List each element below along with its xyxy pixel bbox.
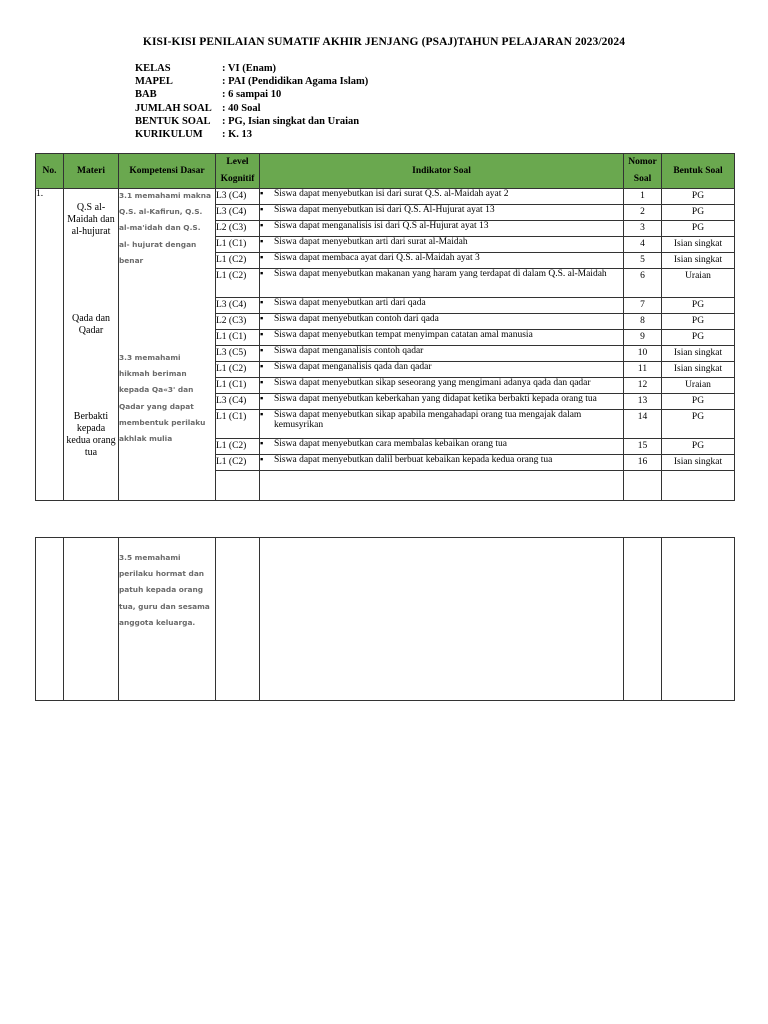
bentuk-cell: PG: [662, 221, 735, 237]
level-cell-empty: [216, 471, 260, 501]
indikator-cell: [260, 298, 624, 314]
indikator-cell-empty: [260, 538, 624, 701]
bentuk-cell: Isian singkat: [662, 362, 735, 378]
indikator-cell: [260, 237, 624, 253]
indikator-text: Siswa dapat menganalisis contoh qadar: [274, 346, 424, 356]
materi-berbakti: Berbakti kepada kedua orang tua: [66, 411, 116, 458]
nomor-cell: 5: [624, 253, 662, 269]
nomor-cell: 15: [624, 439, 662, 455]
nomor-cell: 3: [624, 221, 662, 237]
indikator-cell: [260, 314, 624, 330]
nomor-cell: 2: [624, 205, 662, 221]
bullet-icon: ▪: [260, 362, 264, 372]
bullet-icon: ▪: [260, 346, 264, 356]
nomor-cell-empty: [624, 471, 662, 501]
bullet-icon: ▪: [260, 205, 264, 215]
materi-cell: [64, 189, 119, 501]
indikator-cell: [260, 205, 624, 221]
bentuk-cell: PG: [662, 410, 735, 439]
info-row-bentuk-soal: [135, 115, 368, 128]
header-kompetensi-dasar: Kompetensi Dasar: [119, 154, 216, 189]
indikator-cell: [260, 394, 624, 410]
indikator-text: Siswa dapat menyebutkan cara membalas kebaikan orang tua: [274, 439, 507, 449]
header-indikator-soal: Indikator Soal: [260, 154, 624, 189]
bentuk-cell: PG: [662, 394, 735, 410]
header-bentuk-soal: Bentuk Soal: [662, 154, 735, 189]
info-block: [135, 62, 368, 141]
nomor-cell: 10: [624, 346, 662, 362]
level-cell: L1 (C2): [216, 362, 260, 378]
indikator-text: Siswa dapat menyebutkan makanan yang haram yang terdapat di dalam Q.S. al-Maidah: [274, 269, 607, 279]
bullet-icon: ▪: [260, 314, 264, 324]
bentuk-cell: PG: [662, 298, 735, 314]
indikator-cell: [260, 378, 624, 394]
bullet-icon: ▪: [260, 378, 264, 388]
level-cell: L2 (C3): [216, 314, 260, 330]
header-materi: Materi: [64, 154, 119, 189]
info-row-kurikulum: [135, 128, 368, 141]
info-value: : 6 sampai 10: [222, 89, 282, 101]
level-cell: L1 (C2): [216, 253, 260, 269]
bentuk-cell: PG: [662, 314, 735, 330]
bullet-icon: ▪: [260, 221, 264, 231]
nomor-cell: 8: [624, 314, 662, 330]
level-cell: L3 (C4): [216, 394, 260, 410]
indikator-text: Siswa dapat menyebutkan tempat menyimpan catatan amal manusia: [274, 330, 533, 340]
nomor-cell-empty: [624, 538, 662, 701]
level-cell: L1 (C2): [216, 455, 260, 471]
kompetensi-3-3: 3.3 memahami hikmah beriman kepada Qa«3' dan Qadar yang dapat membentuk perilaku akhlak mulia: [119, 353, 206, 444]
info-row-kelas: [135, 62, 368, 75]
bentuk-cell-empty: [662, 471, 735, 501]
bentuk-cell: PG: [662, 205, 735, 221]
indikator-text: Siswa dapat menganalisis isi dari Q.S al-Hujurat ayat 13: [274, 221, 489, 231]
level-cell: L1 (C1): [216, 410, 260, 439]
indikator-cell: [260, 346, 624, 362]
info-label: KELAS: [135, 63, 171, 74]
table-row: [36, 189, 735, 205]
indikator-text: Siswa dapat menyebutkan arti dari qada: [274, 298, 426, 308]
indikator-text: Siswa dapat menyebutkan keberkahan yang didapat ketika berbakti kepada orang tua: [274, 394, 597, 404]
nomor-cell: 9: [624, 330, 662, 346]
indikator-text: Siswa dapat menyebutkan isi dari Q.S. Al-Hujurat ayat 13: [274, 205, 495, 215]
nomor-cell: 13: [624, 394, 662, 410]
info-row-mapel: [135, 75, 368, 88]
indikator-text: Siswa dapat menyebutkan sikap apabila mengahadapi orang tua mengajak dalam kemusyrikan: [274, 410, 582, 430]
info-value: : PG, Isian singkat dan Uraian: [222, 115, 360, 127]
bentuk-cell: PG: [662, 330, 735, 346]
bentuk-cell: Isian singkat: [662, 237, 735, 253]
indikator-text: Siswa dapat menyebutkan isi dari surat Q.S. al-Maidah ayat 2: [274, 189, 509, 199]
table-header-row: [36, 154, 735, 189]
bullet-icon: ▪: [260, 237, 264, 247]
bullet-icon: ▪: [260, 298, 264, 308]
level-cell: L3 (C4): [216, 298, 260, 314]
info-value: : PAI (Pendidikan Agama Islam): [222, 76, 369, 88]
row-number: 1.: [36, 189, 44, 199]
indikator-text: Siswa dapat menyebutkan dalil berbuat kebaikan kepada kedua orang tua: [274, 455, 553, 465]
bentuk-cell: Uraian: [662, 269, 735, 298]
header-level-kognitif: Level Kognitif: [216, 154, 260, 189]
materi-cell-empty: [64, 538, 119, 701]
bullet-icon: ▪: [260, 439, 264, 449]
level-cell: L3 (C4): [216, 189, 260, 205]
continuation-table: [35, 537, 735, 701]
info-value: : 40 Soal: [222, 102, 261, 114]
level-cell: L1 (C2): [216, 269, 260, 298]
info-row-bab: [135, 88, 368, 101]
materi-alquran: Q.S al-Maidah dan al-hujurat: [67, 202, 115, 237]
document-title: KISI-KISI PENILAIAN SUMATIF AKHIR JENJANG (PSAJ)TAHUN PELAJARAN 2023/2024: [142, 36, 626, 48]
indikator-cell: [260, 221, 624, 237]
row-number-cell: [36, 189, 64, 501]
indikator-cell: [260, 410, 624, 439]
no-cell-empty: [36, 538, 64, 701]
kompetensi-3-5: 3.5 memahami perilaku hormat dan patuh kepada orang tua, guru dan sesama anggota keluarga.: [119, 553, 210, 627]
nomor-cell: 7: [624, 298, 662, 314]
bullet-icon: ▪: [260, 330, 264, 340]
indikator-text: Siswa dapat membaca ayat dari Q.S. al-Maidah ayat 3: [274, 253, 480, 263]
bullet-icon: ▪: [260, 253, 264, 263]
indikator-cell: [260, 362, 624, 378]
indikator-cell-empty: [260, 471, 624, 501]
nomor-cell: 1: [624, 189, 662, 205]
info-label: BAB: [135, 89, 157, 101]
header-nomor-soal: Nomor Soal: [624, 154, 662, 189]
level-cell: L3 (C5): [216, 346, 260, 362]
indikator-cell: [260, 253, 624, 269]
level-cell: L1 (C1): [216, 330, 260, 346]
indikator-cell: [260, 189, 624, 205]
level-cell-empty: [216, 538, 260, 701]
info-label: MAPEL: [135, 76, 173, 88]
level-cell: L1 (C1): [216, 237, 260, 253]
bentuk-cell: Isian singkat: [662, 455, 735, 471]
info-value: : K. 13: [222, 128, 253, 140]
bentuk-cell-empty: [662, 538, 735, 701]
indikator-cell: [260, 439, 624, 455]
indikator-text: Siswa dapat menyebutkan contoh dari qada: [274, 314, 439, 324]
bentuk-cell: Uraian: [662, 378, 735, 394]
nomor-cell: 6: [624, 269, 662, 298]
indikator-text: Siswa dapat menyebutkan sikap seseorang yang mengimani adanya qada dan qadar: [274, 378, 591, 388]
level-cell: L3 (C4): [216, 205, 260, 221]
bullet-icon: ▪: [260, 410, 264, 420]
bentuk-cell: PG: [662, 439, 735, 455]
nomor-cell: 14: [624, 410, 662, 439]
bentuk-cell: Isian singkat: [662, 346, 735, 362]
level-cell: L1 (C2): [216, 439, 260, 455]
info-label: JUMLAH SOAL: [135, 102, 212, 114]
indikator-cell: [260, 269, 624, 298]
materi-qada-qadar: Qada dan Qadar: [71, 313, 111, 336]
header-no: No.: [36, 154, 64, 189]
nomor-cell: 12: [624, 378, 662, 394]
nomor-cell: 16: [624, 455, 662, 471]
level-cell: L1 (C1): [216, 378, 260, 394]
bullet-icon: ▪: [260, 269, 264, 279]
level-cell: L2 (C3): [216, 221, 260, 237]
nomor-cell: 11: [624, 362, 662, 378]
info-row-jumlah-soal: [135, 102, 368, 115]
kompetensi-cell: [119, 189, 216, 501]
nomor-cell: 4: [624, 237, 662, 253]
kisi-kisi-table: [35, 153, 735, 501]
indikator-text: Siswa dapat menyebutkan arti dari surat al-Maidah: [274, 237, 468, 247]
info-label: BENTUK SOAL: [135, 115, 211, 127]
bullet-icon: ▪: [260, 455, 264, 465]
kompetensi-cell: [119, 538, 216, 701]
bullet-icon: ▪: [260, 394, 264, 404]
indikator-cell: [260, 330, 624, 346]
indikator-text: Siswa dapat menganalisis qada dan qadar: [274, 362, 432, 372]
bullet-icon: ▪: [260, 189, 264, 199]
kompetensi-3-1: 3.1 memahami makna Q.S. al-Kafirun, Q.S. al-ma'idah dan Q.S. al- hujurat dengan benar: [119, 191, 211, 265]
bentuk-cell: Isian singkat: [662, 253, 735, 269]
info-label: KURIKULUM: [135, 128, 203, 140]
table-row: [36, 538, 735, 701]
info-value: : VI (Enam): [222, 63, 277, 74]
indikator-cell: [260, 455, 624, 471]
bentuk-cell: PG: [662, 189, 735, 205]
